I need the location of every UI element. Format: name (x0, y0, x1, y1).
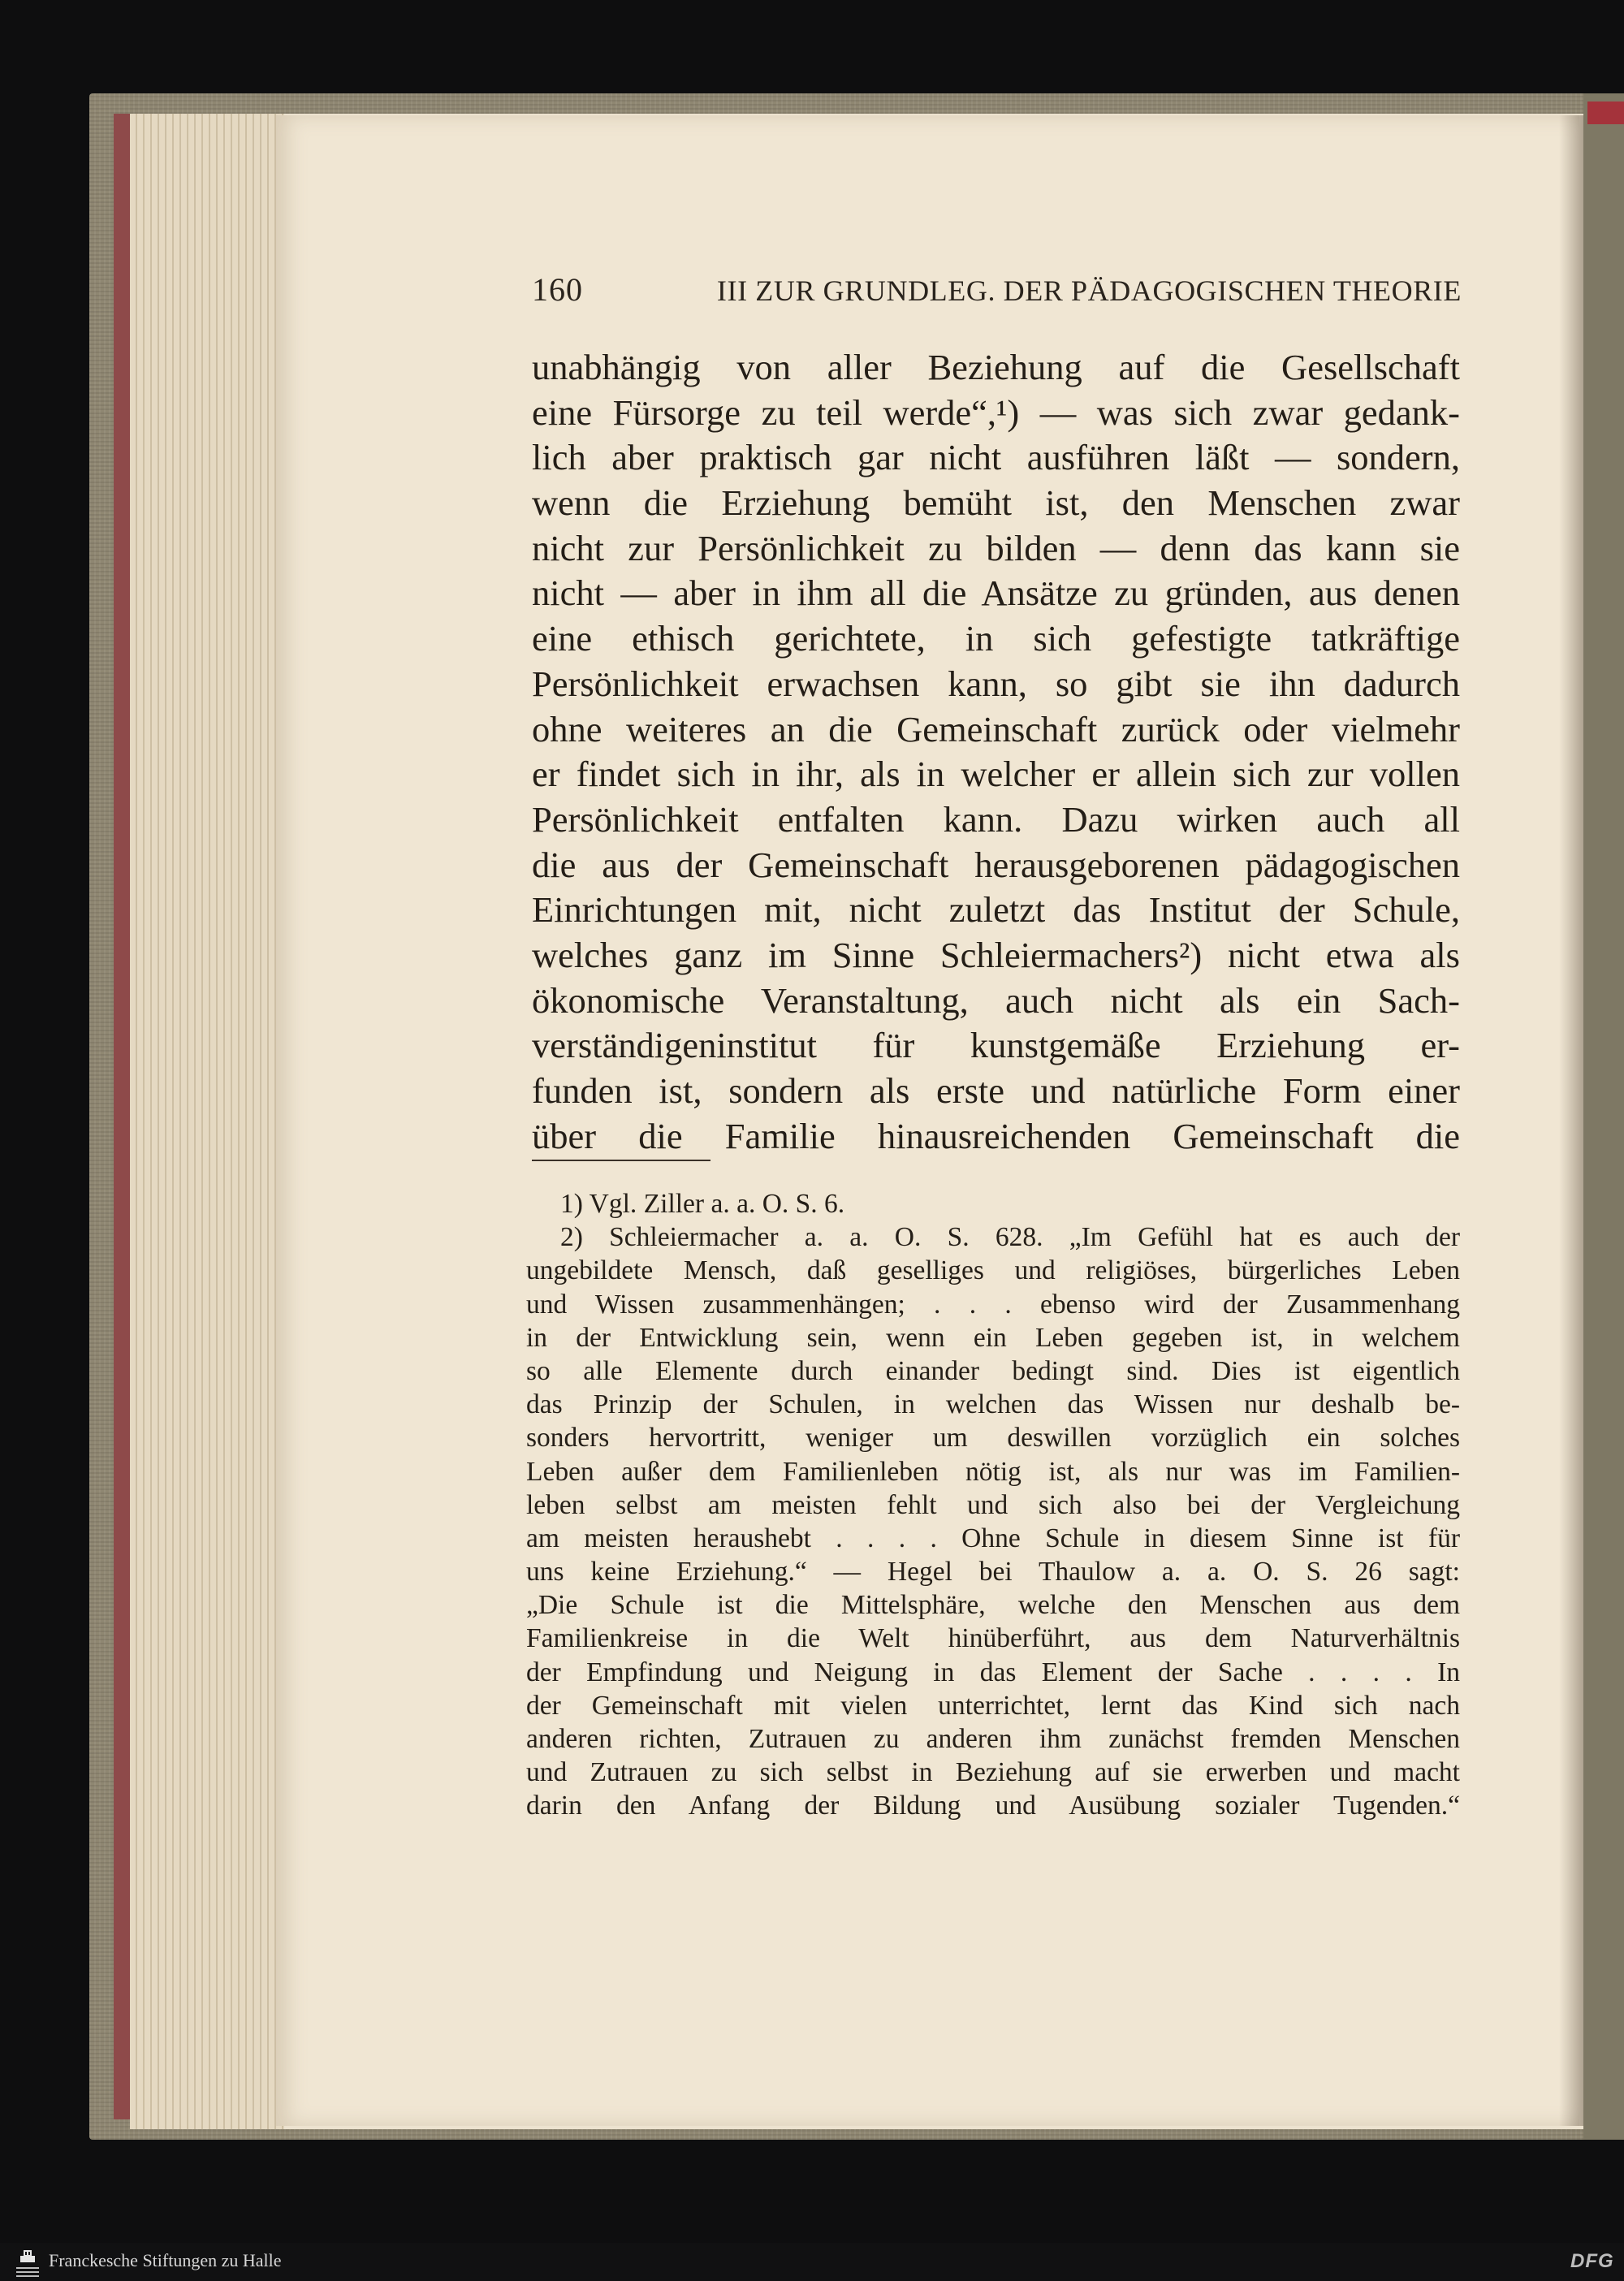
footnote-line: Familienkreise in die Welt hinüberführt, aus dem Naturverhältnis (526, 1623, 1460, 1654)
body-line: verständigeninstitut für kunstgemäße Erziehung er- (532, 1025, 1460, 1066)
body-line: funden ist, sondern als erste und natürliche Form einer (532, 1070, 1460, 1111)
footnote-line: das Prinzip der Schulen, in welchen das Wissen nur deshalb be- (526, 1389, 1460, 1420)
body-line: eine ethisch gerichtete, in sich gefestigte tatkräftige (532, 618, 1460, 659)
footnote-line: und Wissen zusammenhängen; . . . ebenso wird der Zusammenhang (526, 1289, 1460, 1320)
body-line: über die Familie hinausreichenden Gemeinschaft die (532, 1115, 1460, 1156)
footnote-line: der Gemeinschaft mit vielen unterrichtet, lernt das Kind sich nach (526, 1690, 1460, 1721)
body-line: Persönlichkeit entfalten kann. Dazu wirken auch all (532, 798, 1460, 840)
body-line: Persönlichkeit erwachsen kann, so gibt sie ihn dadurch (532, 663, 1460, 704)
footnote-rule (532, 1160, 710, 1161)
footnote-line: ungebildete Mensch, daß geselliges und religiöses, bürgerliches Leben (526, 1255, 1460, 1286)
body-line: ohne weiteres an die Gemeinschaft zurück oder vielmehr (532, 708, 1460, 750)
footnote-1: 1) Vgl. Ziller a. a. O. S. 6. (560, 1189, 845, 1219)
body-line: Einrichtungen mit, nicht zuletzt das Institut der Schule, (532, 889, 1460, 931)
footnote-line: und Zutrauen zu sich selbst in Beziehung auf sie erwerben und macht (526, 1757, 1460, 1788)
running-title: III ZUR GRUNDLEG. DER PÄDAGOGISCHEN THEORIE (716, 274, 1462, 307)
footnote-2: 2) Schleiermacher a. a. O. S. 628. „Im Gefühl hat es auch der (560, 1222, 1460, 1253)
body-line: eine Fürsorge zu teil werde“,¹) — was sich zwar gedank- (532, 391, 1460, 433)
footnote-line: so alle Elemente durch einander bedingt sind. Dies ist eigentlich (526, 1355, 1460, 1386)
owner-credit[interactable]: Franckesche Stiftungen zu Halle (49, 2250, 282, 2270)
body-line: unabhängig von aller Beziehung auf die Gesellschaft (532, 347, 1460, 387)
body-line: ökonomische Veranstaltung, auch nicht als ein Sach- (532, 979, 1460, 1021)
footnote-line: der Empfindung und Neigung in das Element der Sache . . . . In (526, 1657, 1460, 1687)
cover-binding-edge (114, 114, 130, 2119)
footnote-line: Leben außer dem Familienleben nötig ist, als nur was im Familien- (526, 1456, 1460, 1487)
footnotes (526, 1187, 1460, 1823)
body-line: er findet sich in ihr, als in welcher er allein sich zur vollen (532, 754, 1460, 795)
running-head (532, 270, 1462, 316)
page-number: 160 (532, 271, 583, 308)
footnote-line: in der Entwicklung sein, wenn ein Leben gegeben ist, in welchem (526, 1322, 1460, 1353)
body-text (532, 345, 1460, 1159)
footnote-line: leben selbst am meisten fehlt und sich also bei der Vergleichung (526, 1489, 1460, 1520)
body-line: wenn die Erziehung bemüht ist, den Menschen zwar (532, 482, 1460, 524)
page-edges (130, 114, 284, 2129)
dfg-logo[interactable]: DFG (1570, 2250, 1614, 2272)
body-line: lich aber praktisch gar nicht ausführen läßt — sondern, (532, 437, 1460, 478)
footnote-line: uns keine Erziehung.“ — Hegel bei Thaulow a. a. O. S. 26 sagt: (526, 1557, 1460, 1588)
footnote-line: „Die Schule ist die Mittelsphäre, welche den Menschen aus dem (526, 1590, 1460, 1621)
footnote-line: darin den Anfang der Bildung und Ausübung sozialer Tugenden.“ (526, 1791, 1460, 1821)
franckesche-stiftungen-logo-icon[interactable] (11, 2248, 44, 2279)
body-line: nicht zur Persönlichkeit zu bilden — denn das kann sie (532, 527, 1460, 568)
body-line: die aus der Gemeinschaft herausgeborenen pädagogischen (532, 844, 1460, 885)
facing-cover-bookmark (1587, 102, 1624, 124)
gutter-shadow (1559, 115, 1583, 2126)
footnote-line: anderen richten, Zutrauen zu anderen ihm zunächst fremden Menschen (526, 1724, 1460, 1754)
body-line: nicht — aber in ihm all die Ansätze zu gründen, aus denen (532, 572, 1460, 614)
facing-cover (1583, 93, 1624, 2140)
footnote-line: am meisten heraushebt . . . . Ohne Schule in diesem Sinne ist für (526, 1523, 1460, 1553)
footnote-line: sonders hervortritt, weniger um deswillen vorzüglich ein solches (526, 1423, 1460, 1454)
body-line: welches ganz im Sinne Schleiermachers²) nicht etwa als (532, 934, 1460, 975)
